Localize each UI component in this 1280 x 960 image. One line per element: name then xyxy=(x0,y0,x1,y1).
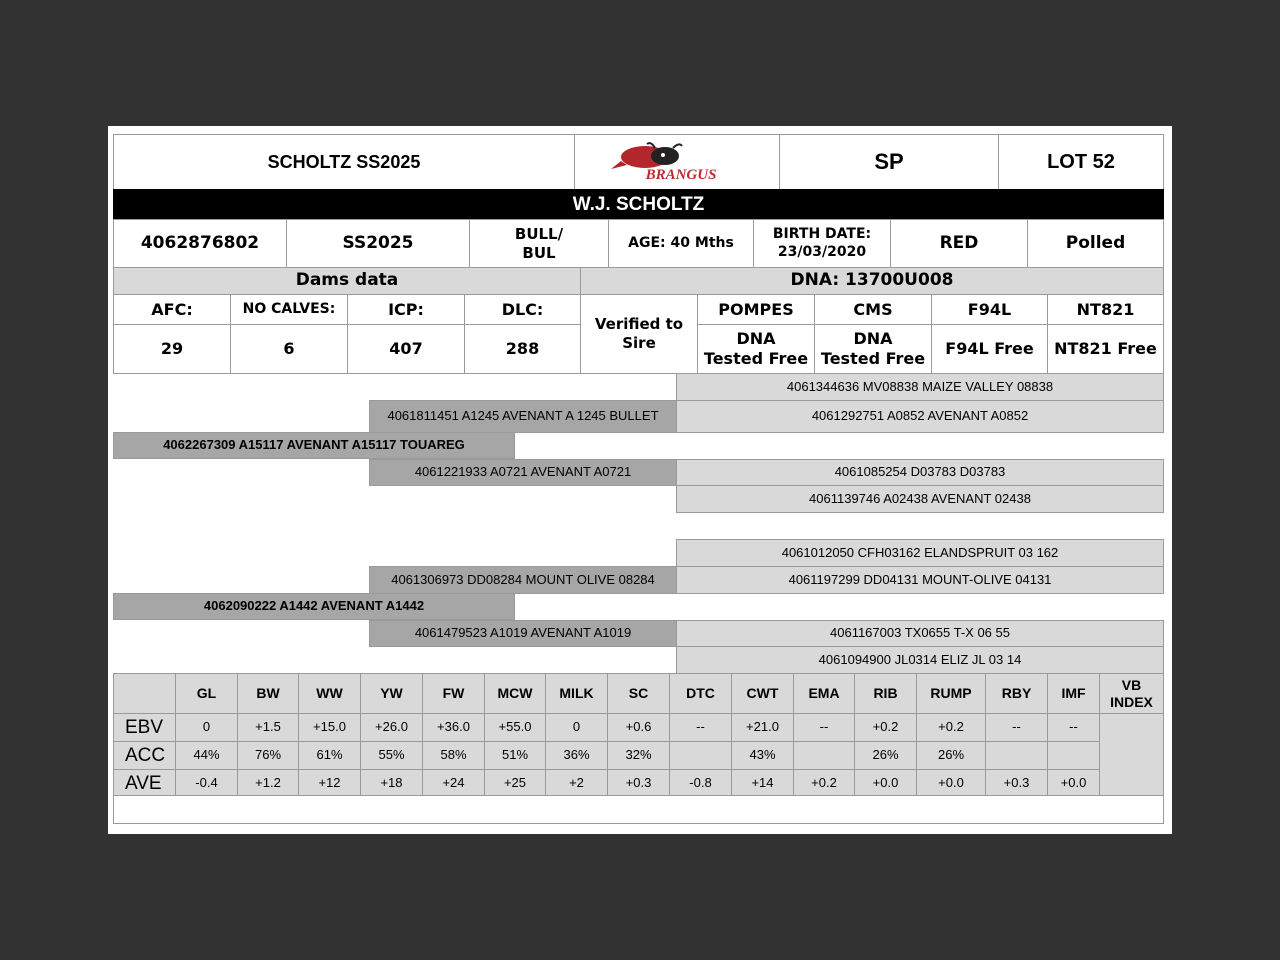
f94l-result: F94L Free xyxy=(931,324,1048,374)
ebv-cell: +0.0 xyxy=(1047,769,1100,798)
logo-cell xyxy=(574,134,780,190)
sex-line1: BULL/ xyxy=(514,224,564,243)
cms-result-line1: DNA xyxy=(853,329,893,348)
ebv-cell: 36% xyxy=(545,741,608,770)
ebv-cell xyxy=(985,741,1048,770)
ebv-header-yw: YW xyxy=(360,673,423,714)
id-number: 4062876802 xyxy=(113,219,287,268)
ebv-cell: 58% xyxy=(422,741,485,770)
cms-label: CMS xyxy=(814,294,932,325)
ebv-cell: +0.6 xyxy=(607,713,670,742)
ebv-cell: 26% xyxy=(916,741,986,770)
ebv-cell: 0 xyxy=(545,713,608,742)
no-calves-value: 6 xyxy=(230,324,348,374)
vb-index-vb-line1: VB xyxy=(1121,676,1142,693)
ebv-header-milk: MILK xyxy=(545,673,608,714)
ebv-header-rib: RIB xyxy=(854,673,917,714)
birth-date-cell xyxy=(753,219,891,268)
ebv-cell: -- xyxy=(669,713,732,742)
pedigree-dam-dam: 4061479523 A1019 AVENANT A1019 xyxy=(369,620,677,647)
ebv-row-label-ebv: EBV xyxy=(113,713,176,742)
ebv-cell: +25 xyxy=(484,769,546,798)
logo-text: BRANGUS xyxy=(645,167,717,183)
ebv-header-mcw: MCW xyxy=(484,673,546,714)
ebv-cell: 61% xyxy=(298,741,361,770)
dlc-label: DLC: xyxy=(464,294,581,325)
sex-cell xyxy=(469,219,609,268)
ebv-cell: -- xyxy=(793,713,855,742)
ebv-cell: +24 xyxy=(422,769,485,798)
ebv-cell: +0.0 xyxy=(916,769,986,798)
ebv-cell xyxy=(669,741,732,770)
ebv-header-rump: RUMP xyxy=(916,673,986,714)
ebv-cell: +1.5 xyxy=(237,713,299,742)
ebv-cell: 55% xyxy=(360,741,423,770)
birth-date: 23/03/2020 xyxy=(777,243,867,260)
notes-row xyxy=(113,795,1164,824)
dams-heading: Dams data xyxy=(113,267,581,295)
pedigree-sire-dam: 4061221933 A0721 AVENANT A0721 xyxy=(369,459,677,486)
ebv-cell: +0.2 xyxy=(916,713,986,742)
cms-result-line2: Tested Free xyxy=(820,349,926,368)
ebv-cell: 76% xyxy=(237,741,299,770)
pedigree-ds-sire: 4061012050 CFH03162 ELANDSPRUIT 03 162 xyxy=(676,539,1164,567)
vb-index-header xyxy=(1099,673,1164,714)
ebv-cell xyxy=(793,741,855,770)
birth-date-label: BIRTH DATE: xyxy=(772,226,872,242)
ebv-header-ema: EMA xyxy=(793,673,855,714)
dna-heading: DNA: 13700U008 xyxy=(580,267,1164,295)
verified-line1: Verified to xyxy=(594,315,684,334)
ebv-cell: +2 xyxy=(545,769,608,798)
age: AGE: 40 Mths xyxy=(608,219,754,268)
ebv-cell: 0 xyxy=(175,713,238,742)
nt821-label: NT821 xyxy=(1047,294,1164,325)
pedigree-sire: 4062267309 A15117 AVENANT A15117 TOUAREG xyxy=(113,432,515,459)
ebv-cell: +1.2 xyxy=(237,769,299,798)
breeder-name: W.J. SCHOLTZ xyxy=(113,189,1164,220)
ebv-cell: +0.2 xyxy=(854,713,917,742)
ebv-cell: +0.0 xyxy=(854,769,917,798)
ebv-header-cwt: CWT xyxy=(731,673,794,714)
afc-label: AFC: xyxy=(113,294,231,325)
ebv-cell: 44% xyxy=(175,741,238,770)
ebv-cell: +0.3 xyxy=(985,769,1048,798)
ebv-cell: -0.4 xyxy=(175,769,238,798)
ebv-header-rby: RBY xyxy=(985,673,1048,714)
icp-value: 407 xyxy=(347,324,465,374)
verified-line2: Sire xyxy=(622,334,656,352)
ebv-row-label-acc: ACC xyxy=(113,741,176,770)
pedigree-ss-sire: 4061344636 MV08838 MAIZE VALLEY 08838 xyxy=(676,373,1164,401)
sex-line2: BUL xyxy=(522,243,556,262)
cms-result xyxy=(814,324,932,374)
nt821-result: NT821 Free xyxy=(1047,324,1164,374)
no-calves-label: NO CALVES: xyxy=(230,294,348,325)
pompes-label: POMPES xyxy=(697,294,815,325)
ebv-cell: -- xyxy=(985,713,1048,742)
ebv-corner xyxy=(113,673,176,714)
ebv-cell xyxy=(1047,741,1100,770)
ebv-cell: +21.0 xyxy=(731,713,794,742)
ebv-header-sc: SC xyxy=(607,673,670,714)
ebv-row-label-ave: AVE xyxy=(113,769,176,798)
horn-status: Polled xyxy=(1027,219,1164,268)
pedigree-dd-sire: 4061167003 TX0655 T-X 06 55 xyxy=(676,620,1164,647)
ebv-header-bw: BW xyxy=(237,673,299,714)
ebv-cell: +0.3 xyxy=(607,769,670,798)
afc-value: 29 xyxy=(113,324,231,374)
ebv-cell: -- xyxy=(1047,713,1100,742)
vb-index-value xyxy=(1099,713,1164,798)
lot-number: LOT 52 xyxy=(998,134,1164,190)
pompes-result xyxy=(697,324,815,374)
pedigree-dam: 4062090222 A1442 AVENANT A1442 xyxy=(113,593,515,620)
code-cell: SP xyxy=(779,134,999,190)
ebv-header-imf: IMF xyxy=(1047,673,1100,714)
pedigree-dam-sire: 4061306973 DD08284 MOUNT OLIVE 08284 xyxy=(369,566,677,594)
ebv-header-dtc: DTC xyxy=(669,673,732,714)
ebv-header-fw: FW xyxy=(422,673,485,714)
pedigree-sd-dam: 4061139746 A02438 AVENANT 02438 xyxy=(676,485,1164,513)
icp-label: ICP: xyxy=(347,294,465,325)
ebv-cell: +12 xyxy=(298,769,361,798)
ebv-cell: 26% xyxy=(854,741,917,770)
pedigree-ds-dam: 4061197299 DD04131 MOUNT-OLIVE 04131 xyxy=(676,566,1164,594)
ebv-cell: +36.0 xyxy=(422,713,485,742)
ebv-cell: +26.0 xyxy=(360,713,423,742)
ebv-cell: 32% xyxy=(607,741,670,770)
ebv-cell: +14 xyxy=(731,769,794,798)
reg-name: SS2025 xyxy=(286,219,470,268)
ebv-cell: +0.2 xyxy=(793,769,855,798)
pedigree-dd-dam: 4061094900 JL0314 ELIZ JL 03 14 xyxy=(676,646,1164,674)
sale-card xyxy=(108,126,1172,834)
brangus-logo xyxy=(607,139,747,185)
pompes-result-line2: Tested Free xyxy=(703,349,809,368)
pedigree-sire-sire: 4061811451 A1245 AVENANT A 1245 BULLET xyxy=(369,400,677,433)
verified-to-sire xyxy=(580,294,698,374)
dlc-value: 288 xyxy=(464,324,581,374)
ebv-header-ww: WW xyxy=(298,673,361,714)
ebv-cell: 51% xyxy=(484,741,546,770)
colour: RED xyxy=(890,219,1028,268)
ebv-cell: -0.8 xyxy=(669,769,732,798)
pompes-result-line1: DNA xyxy=(736,329,776,348)
pedigree-ss-dam: 4061292751 A0852 AVENANT A0852 xyxy=(676,400,1164,433)
ebv-cell: 43% xyxy=(731,741,794,770)
ebv-cell: +15.0 xyxy=(298,713,361,742)
ebv-cell: +18 xyxy=(360,769,423,798)
vb-index-vb-line2: INDEX xyxy=(1110,693,1153,710)
pedigree-sd-sire: 4061085254 D03783 D03783 xyxy=(676,459,1164,486)
f94l-label: F94L xyxy=(931,294,1048,325)
animal-name: SCHOLTZ SS2025 xyxy=(113,134,575,190)
ebv-cell: +55.0 xyxy=(484,713,546,742)
ebv-header-gl: GL xyxy=(175,673,238,714)
